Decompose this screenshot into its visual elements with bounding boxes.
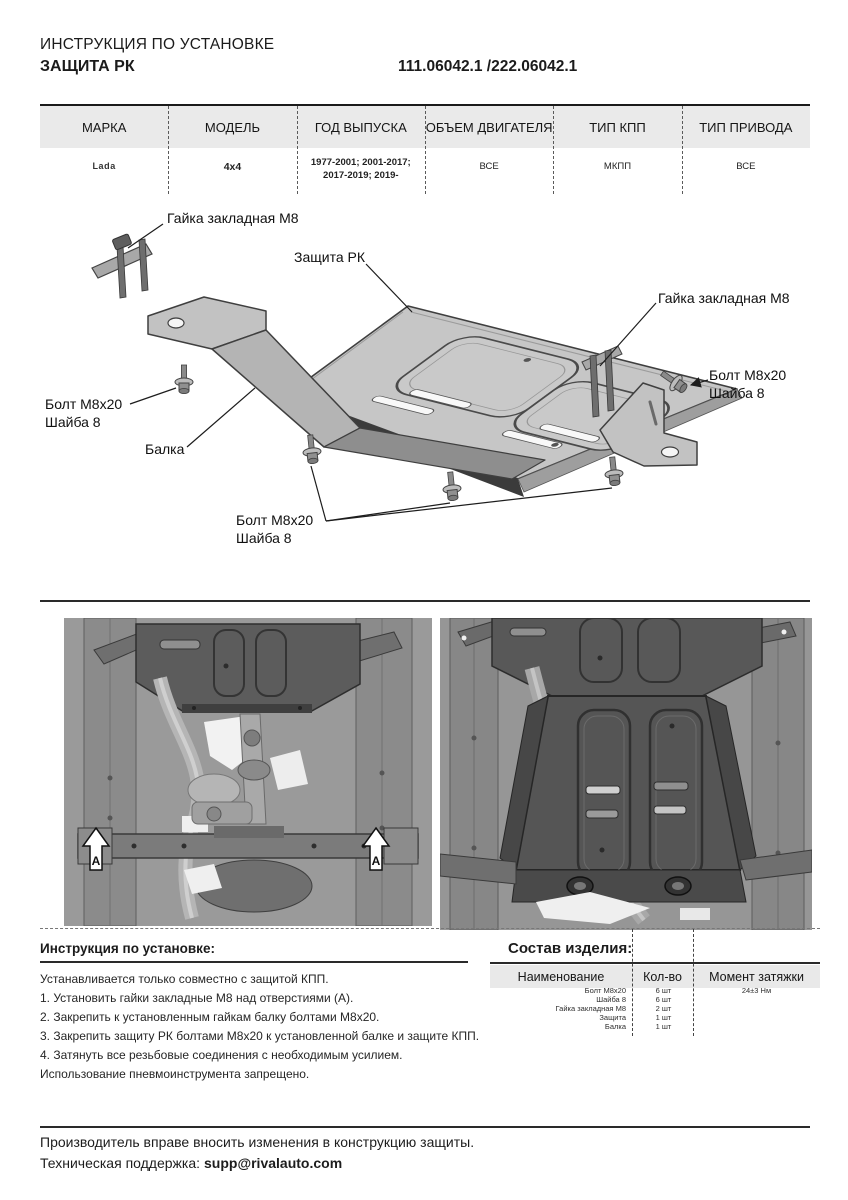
composition-col-header: Наименование (517, 969, 605, 984)
doc-type-title: ИНСТРУКЦИЯ ПО УСТАНОВКЕ (40, 36, 275, 53)
instructions-title: Инструкция по установке: (40, 941, 215, 956)
composition-col-divider (632, 929, 633, 1036)
spec-col-divider (425, 106, 426, 194)
callout-nut-right: Гайка закладная М8 (658, 290, 790, 306)
spec-col-header: ОБЪЕМ ДВИГАТЕЛЯ (425, 119, 553, 135)
part-name: Балка (604, 1022, 626, 1031)
spec-col-header: ГОД ВЫПУСКА (314, 119, 407, 135)
composition-row (490, 995, 820, 1004)
spec-col-header: МОДЕЛЬ (204, 119, 261, 135)
spec-value-years: 1977-2001; 2001-2017; 2017-2019; 2019- (310, 157, 411, 181)
dashed-divider (40, 928, 820, 929)
part-qty: 6 шт (655, 995, 672, 1004)
spec-col-divider (297, 106, 298, 194)
callout-bolt-bottom-line2: Шайба 8 (236, 529, 292, 546)
part-torque: 24±3 Нм (741, 986, 772, 995)
part-qty: 1 шт (655, 1013, 672, 1022)
photo-mount-points (64, 618, 432, 926)
marker-letter: A (371, 854, 381, 868)
composition-rule (490, 962, 820, 964)
composition-row (490, 1004, 820, 1013)
callout-bolt-left-line2: Шайба 8 (45, 413, 101, 430)
part-name: Шайба 8 (596, 995, 626, 1004)
composition-row (490, 986, 820, 995)
part-numbers: 111.06042.1 /222.06042.1 (398, 58, 578, 75)
callout-beam: Балка (145, 441, 185, 457)
instructions-note: Использование пневмоинструмента запрещено. (40, 1067, 310, 1081)
spec-col-header: МАРКА (81, 119, 127, 135)
photo-installed-plate (440, 618, 812, 930)
section-divider (40, 600, 810, 602)
spec-col-divider (682, 106, 683, 194)
composition-col-header: Кол-во (643, 969, 682, 984)
photo-rk-plate (500, 696, 756, 902)
spec-col-divider (553, 106, 554, 194)
part-name: Гайка закладная М8 (555, 1004, 626, 1013)
callout-bolt-bottom-line1: Болт М8х20 (236, 512, 314, 528)
spec-value-model: 4x4 (223, 161, 242, 173)
enclosed-nut-top-left (92, 234, 152, 298)
spec-value-gearbox: МКПП (603, 161, 632, 172)
callout-bolt-right-line2: Шайба 8 (709, 384, 765, 401)
composition-rows (490, 986, 820, 1031)
instructions-intro: Устанавливается только совместно с защитой КПП. (40, 972, 329, 986)
part-qty: 2 шт (655, 1004, 672, 1013)
part-qty: 1 шт (655, 1022, 672, 1031)
instruction-step: 2. Закрепить к установленным гайкам балку болтами М8х20. (40, 1010, 380, 1024)
product-title: ЗАЩИТА РК (40, 58, 135, 75)
callout-bolt-left-line1: Болт М8х20 (45, 396, 123, 412)
footer-rule (40, 1126, 810, 1128)
composition-col-divider (693, 929, 694, 1036)
spec-col-divider (168, 106, 169, 194)
part-qty: 6 шт (655, 986, 672, 995)
support-email: supp@rivalauto.com (204, 1155, 343, 1171)
callout-bolt-right (709, 367, 786, 402)
spec-value-drive: ВСЕ (736, 161, 756, 172)
instructions-rule (40, 961, 468, 963)
marker-letter: A (91, 854, 101, 868)
composition-title: Состав изделия: (508, 940, 633, 957)
support-label: Техническая поддержка: (40, 1155, 201, 1171)
spec-table (40, 104, 810, 194)
composition-row (490, 1022, 820, 1031)
callout-bolt-left (45, 396, 122, 431)
part-name: Болт М8х20 (584, 986, 626, 995)
callout-nut-top-left: Гайка закладная М8 (167, 210, 299, 226)
callout-bolt-bottom (236, 512, 313, 547)
callout-plate: Защита РК (294, 249, 366, 265)
footer-notice: Производитель вправе вносить изменения в конструкцию защиты. (40, 1134, 475, 1150)
composition-col-header: Момент затяжки (709, 969, 804, 984)
spec-value-brand: Lada (92, 161, 116, 171)
instruction-step: 1. Установить гайки закладные М8 над отверстиями (А). (40, 991, 354, 1005)
spec-value-engine: ВСЕ (479, 161, 499, 172)
composition-row (490, 1013, 820, 1022)
spec-col-header: ТИП КПП (589, 119, 646, 135)
spec-col-header: ТИП ПРИВОДА (699, 119, 793, 135)
instruction-step: 3. Закрепить защиту РК болтами М8х20 к установленной балке и защите КПП. (40, 1029, 480, 1043)
footer-support (40, 1155, 342, 1171)
part-name: Защита (599, 1013, 626, 1022)
composition-header-row (490, 965, 820, 988)
instruction-step: 4. Затянуть все резьбовые соединения с необходимым усилием. (40, 1048, 403, 1062)
callout-bolt-right-line1: Болт М8х20 (709, 367, 787, 383)
